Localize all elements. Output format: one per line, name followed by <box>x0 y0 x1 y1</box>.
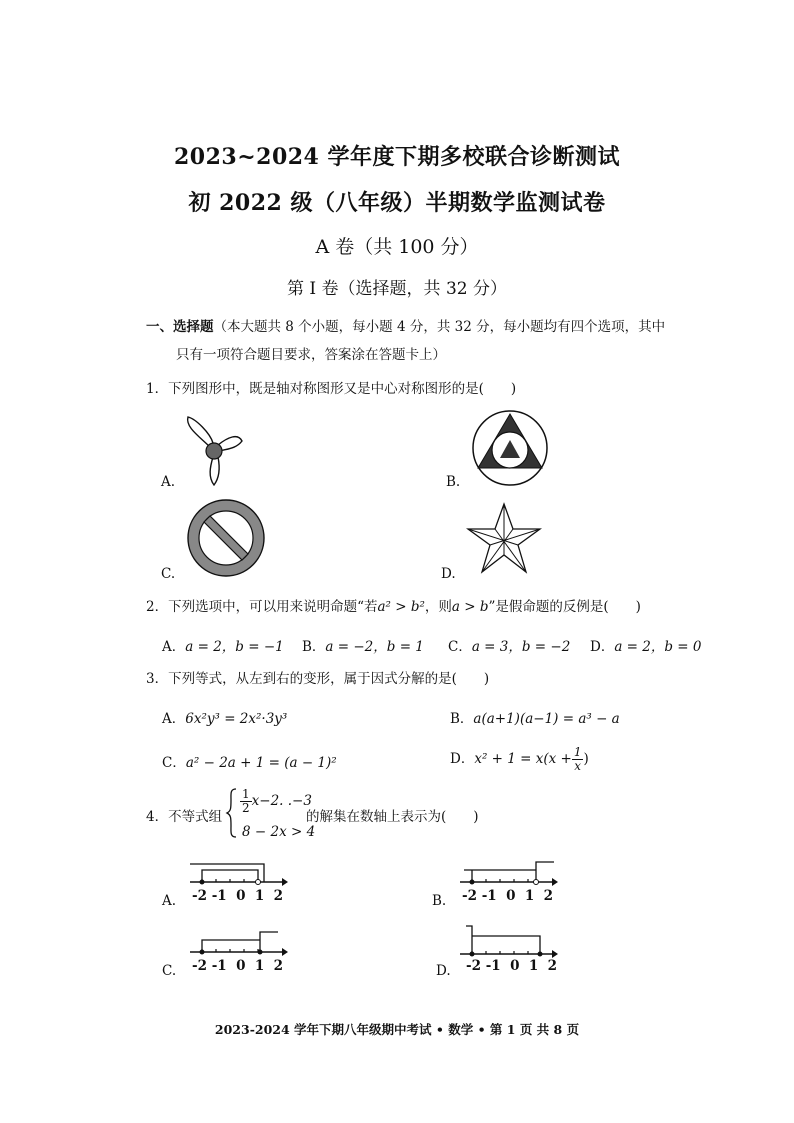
q4-label-d: D. <box>436 963 451 979</box>
q4-ticks-c: -2 -1 0 1 2 <box>192 958 284 974</box>
q2-stem-part-a: 2．下列选项中，可以用来说明命题“若 <box>146 599 378 615</box>
q4-number-line-d <box>458 922 558 962</box>
q3-option-b: B．a(a+1)(a−1) = a³ − a <box>450 711 620 727</box>
section-desc-2: 只有一项符合题目要求，答案涂在答题卡上） <box>176 347 446 363</box>
section-instructions <box>146 318 665 336</box>
part-i-title: 第 I 卷（选择题，共 32 分） <box>287 279 507 299</box>
q4-number-line-b <box>458 860 558 890</box>
exam-title-line2: 初 2022 级（八年级）半期数学监测试卷 <box>188 190 606 216</box>
q4-system-line-2: 8 − 2x > 4 <box>242 824 316 840</box>
q3-option-d-fraction: $\frac{1}{x}$ <box>573 745 582 773</box>
q3-stem: 3．下列等式，从左到右的变形，属于因式分解的是( ) <box>146 671 490 687</box>
q2-stem-part-c: ”是假命题的反例是( ) <box>488 599 641 615</box>
section-heading: 一、选择题 <box>146 319 214 335</box>
q2-option-a: A．a = 2，b = −1 <box>162 639 284 655</box>
q1-figure-d-star <box>466 502 542 574</box>
q4-fraction-half: $\frac{1}{2}$ <box>242 787 250 815</box>
q2-option-c: C．a = 3，b = −2 <box>448 639 571 655</box>
q1-figure-c-prohibition-sign <box>186 498 266 578</box>
q2-stem-part-b: ，则 <box>424 599 452 615</box>
q1-label-c: C. <box>161 566 176 582</box>
q3-option-a: A．6x²y³ = 2x²·3y³ <box>162 711 288 727</box>
q4-label-a: A. <box>162 893 177 909</box>
q1-figure-b-circle-triangle <box>470 408 550 488</box>
q4-ticks-b: -2 -1 0 1 2 <box>462 888 554 904</box>
q2-conclusion: a > b <box>451 599 489 615</box>
q4-number-line-c <box>188 930 288 960</box>
q4-system-line-1: $\frac{1}{2}$ x−2. .−3 <box>242 787 312 815</box>
q4-number-line-a <box>188 860 288 890</box>
exam-title-line1: 2023~2024 学年度下期多校联合诊断测试 <box>173 144 621 170</box>
q4-system-brace <box>226 788 238 838</box>
paper-a-title: A 卷（共 100 分） <box>315 236 479 258</box>
q3-option-d: D．x² + 1 = x(x + $\frac{1}{x}$ ) <box>450 745 589 773</box>
q1-label-b: B. <box>446 474 461 490</box>
q1-label-d: D. <box>441 566 456 582</box>
q4-label-b: B. <box>432 893 447 909</box>
q2-stem <box>146 598 641 616</box>
q3-option-c: C．a² − 2a + 1 = (a − 1)² <box>162 755 337 771</box>
q1-figure-a-propeller <box>180 415 250 490</box>
q2-option-b: B．a = −2，b = 1 <box>302 639 424 655</box>
q1-stem: 1．下列图形中，既是轴对称图形又是中心对称图形的是( ) <box>146 381 517 397</box>
q4-stem-part-a: 4．不等式组 <box>146 809 223 825</box>
q2-option-d: D．a = 2，b = 0 <box>590 639 702 655</box>
q4-ticks-d: -2 -1 0 1 2 <box>466 958 558 974</box>
q4-label-c: C. <box>162 963 177 979</box>
section-desc-1: （本大题共 8 个小题，每小题 4 分，共 32 分，每小题均有四个选项，其中 <box>213 319 666 335</box>
q2-condition: a² > b² <box>377 599 425 615</box>
q1-label-a: A. <box>161 474 176 490</box>
q4-stem-part-b: 的解集在数轴上表示为( ) <box>306 809 479 825</box>
q4-ticks-a: -2 -1 0 1 2 <box>192 888 284 904</box>
page-footer: 2023-2024 学年下期八年级期中考试 • 数学 • 第 1 页 共 8 页 <box>214 1022 580 1037</box>
